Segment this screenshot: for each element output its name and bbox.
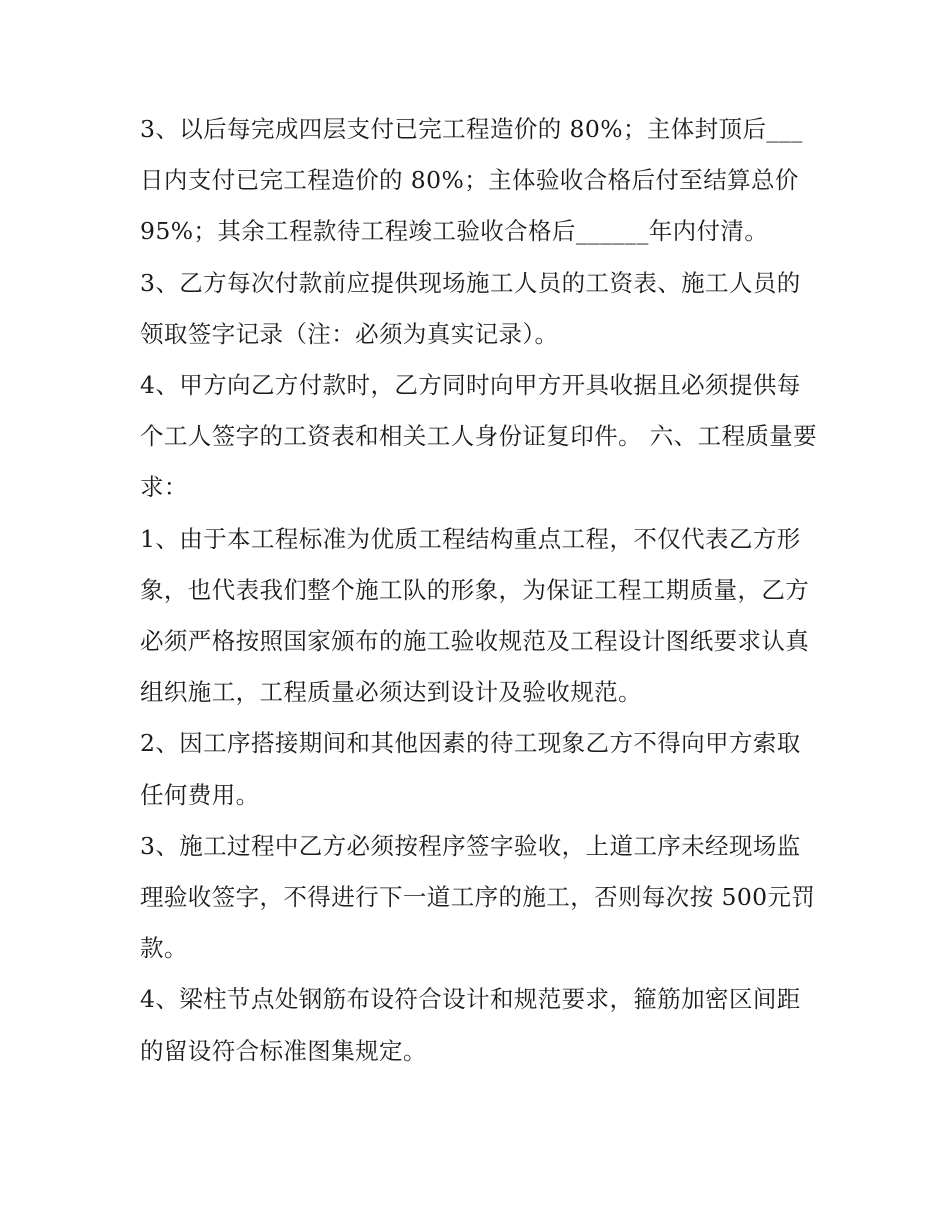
- paragraph-payroll-records: 3、乙方每次付款前应提供现场施工人员的工资表、施工人员的领取签字记录（注：必须为真实记录）。: [140, 268, 801, 348]
- paragraph-payment-schedule: 3、以后每完成四层支付已完工程造价的 80%；主体封顶后___日内支付已完工程造价的 80%；主体验收合格后付至结算总价 95%；其余工程款待工程竣工验收合格后______年内付清。: [140, 115, 807, 246]
- paragraph-quality-standard: 1、由于本工程标准为优质工程结构重点工程，不仅代表乙方形象，也代表我们整个施工队的形象，为保证工程工期质量，乙方必须严格按照国家颁布的施工验收规范及工程设计图纸要求认真组织施工，工程质量必须达到设计及验收规范。: [140, 524, 810, 707]
- paragraph-inspection-procedure: 3、施工过程中乙方必须按程序签字验收，上道工序未经现场监理验收签字，不得进行下一道工序的施工，否则每次按 500元罚款。: [140, 831, 816, 963]
- document-body: [140, 104, 820, 1077]
- paragraph-rebar-requirement: 4、梁柱节点处钢筋布设符合设计和规范要求，箍筋加密区间距的留设符合标准图集规定。: [140, 985, 801, 1065]
- paragraph-receipt-requirement: 4、甲方向乙方付款时，乙方同时向甲方开具收据且必须提供每个工人签字的工资表和相关工人身份证复印件。 六、工程质量要求：: [140, 371, 818, 502]
- paragraph-idle-cost: 2、因工序搭接期间和其他因素的待工现象乙方不得向甲方索取任何费用。: [140, 729, 801, 809]
